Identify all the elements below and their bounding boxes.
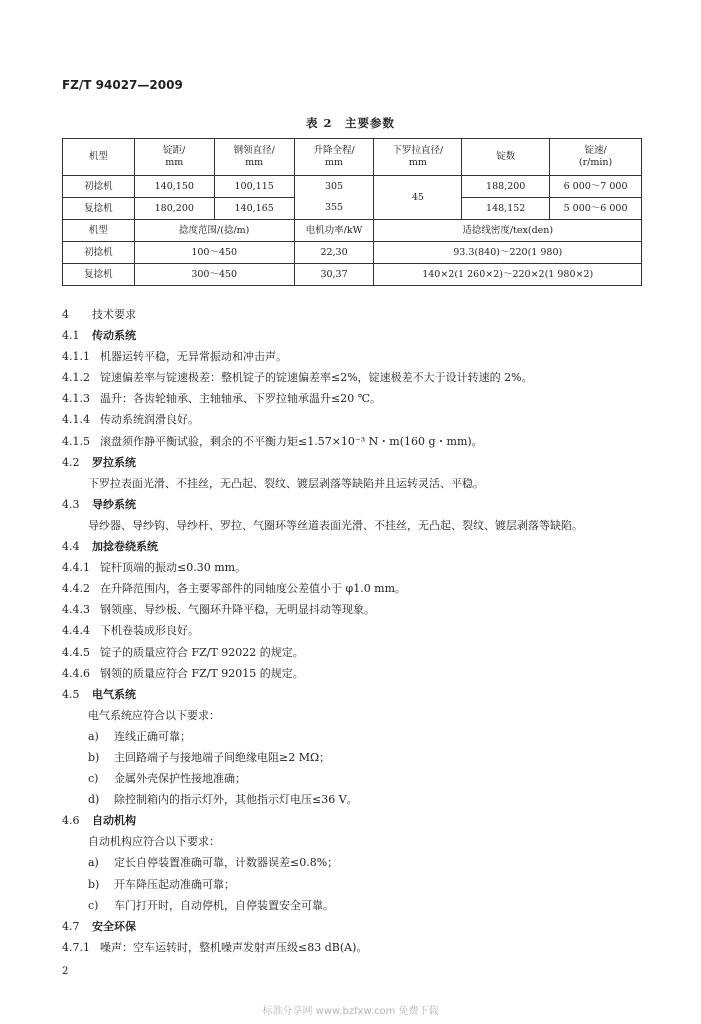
clause-text: 导纱系统 — [92, 497, 136, 511]
table-row — [63, 176, 642, 198]
list-item — [62, 874, 652, 895]
clause-text: 锭子的质量应符合 FZ/T 92022 的规定。 — [100, 645, 304, 659]
clause-text: 传动系统润滑良好。 — [100, 413, 199, 427]
table-cell: 30,37 — [294, 264, 374, 286]
clause-text: 开车降压起动准确可靠； — [114, 877, 235, 891]
clause-number: 4.3 — [62, 497, 80, 511]
clause-text: 机器运转平稳，无异常振动和冲击声。 — [100, 350, 287, 364]
section-heading — [62, 684, 652, 705]
clause-line — [62, 937, 652, 958]
clause-line — [62, 663, 652, 684]
table-cell: 复捻机 — [63, 198, 135, 220]
clause-number: b) — [88, 877, 100, 891]
clause-text: 加捻卷绕系统 — [92, 540, 158, 554]
table-cell: 140×2(1 260×2)～220×2(1 980×2) — [374, 264, 642, 286]
table-row — [63, 198, 642, 220]
header-cell: 机型 — [63, 220, 135, 242]
header-cell: 锭数 — [462, 139, 550, 176]
clause-text: 锭杆顶端的振动≤0.30 mm。 — [100, 561, 247, 575]
list-item — [62, 789, 652, 810]
clause-number: 4.7 — [62, 919, 80, 933]
clause-text: 滚盘须作静平衡试验，剩余的不平衡力矩≤1.57×10⁻³ N・m(160 g・mm)。 — [100, 434, 483, 448]
section-heading — [62, 916, 652, 937]
table-cell: 300～450 — [134, 264, 294, 286]
clause-number: 4.4.5 — [62, 645, 90, 659]
clause-number: 4.4 — [62, 540, 80, 554]
clause-line — [62, 409, 652, 430]
standard-code: FZ/T 94027—2009 — [62, 78, 183, 92]
clause-number: 4.1.4 — [62, 413, 90, 427]
clause-number: 4.7.1 — [62, 940, 90, 954]
clause-number: c) — [88, 772, 99, 786]
table-cell: 148,152 — [462, 198, 550, 220]
clause-text: 在升降范围内，各主要零部件的同轴度公差值小于 φ1.0 mm。 — [100, 582, 407, 596]
clause-number: 4.2 — [62, 455, 80, 469]
clause-text: 锭速偏差率与锭速极差：整机锭子的锭速偏差率≤2%，锭速极差不大于设计转速的 2%。 — [100, 371, 533, 385]
list-item — [62, 768, 652, 789]
clause-text: 自动机构 — [92, 814, 136, 828]
clause-number: 4 — [62, 308, 69, 321]
clause-number: a) — [88, 856, 99, 870]
table-cell: 100,115 — [214, 176, 294, 198]
header-cell: 锭距/ mm — [134, 139, 214, 176]
list-item — [62, 726, 652, 747]
clause-text: 导纱器、导纱钩、导纱杆、罗拉、气圈环等丝道表面光滑、不挂丝，无凸起、裂纹、镀层剥落等缺陷。 — [88, 518, 583, 532]
clause-number: 4.4.6 — [62, 666, 90, 680]
clause-number: 4.4.4 — [62, 624, 90, 638]
clause-text: 自动机构应符合以下要求： — [88, 835, 220, 849]
list-item — [62, 895, 652, 916]
clause-line — [62, 431, 652, 452]
table-cell: 188,200 — [462, 176, 550, 198]
clause-text: 下机卷装成形良好。 — [100, 624, 199, 638]
header-cell: 适捻线密度/tex(den) — [374, 220, 642, 242]
clause-line — [62, 705, 652, 726]
clause-number: d) — [88, 793, 100, 807]
clause-number: 4.1.3 — [62, 392, 90, 406]
clause-number: 4.6 — [62, 814, 80, 828]
clause-line — [62, 515, 652, 536]
table-caption: 表 2 主要参数 — [305, 116, 395, 130]
clause-number: 4.1 — [62, 329, 80, 343]
clause-text: 连线正确可靠； — [114, 729, 191, 743]
requirements-text — [62, 304, 652, 958]
table-cell: 100～450 — [134, 242, 294, 264]
clause-text: 钢领的质量应符合 FZ/T 92015 的规定。 — [100, 666, 304, 680]
clause-text: 下罗拉表面光滑、不挂丝，无凸起、裂纹、镀层剥落等缺陷并且运转灵活、平稳。 — [88, 476, 484, 490]
table-cell-merged: 45 — [374, 176, 462, 220]
clause-number: b) — [88, 750, 100, 764]
clause-text: 主回路端子与接地端子间绝缘电阻≥2 MΩ； — [114, 750, 331, 764]
clause-line — [62, 831, 652, 852]
clause-text: 传动系统 — [92, 329, 136, 343]
clause-text: 电气系统 — [92, 687, 136, 701]
clause-number: 4.1.1 — [62, 350, 90, 364]
clause-line — [62, 578, 652, 599]
list-item — [62, 747, 652, 768]
clause-text: 钢领座、导纱板、气圈环升降平稳，无明显抖动等现象。 — [100, 603, 375, 617]
list-item — [62, 852, 652, 873]
table-cell: 复捻机 — [63, 264, 135, 286]
header-cell: 锭速/ (r/min) — [550, 139, 642, 176]
clause-text: 噪声：空车运转时，整机噪声发射声压级≤83 dB(A)。 — [100, 940, 368, 954]
clause-line — [62, 642, 652, 663]
clause-line — [62, 346, 652, 367]
clause-number: 4.1.5 — [62, 434, 90, 448]
section-heading — [62, 494, 652, 515]
clause-number: 4.4.1 — [62, 561, 90, 575]
clause-number: c) — [88, 898, 99, 912]
table-cell: 180,200 — [134, 198, 214, 220]
clause-number: 4.1.2 — [62, 371, 90, 385]
table-cell: 5 000～6 000 — [550, 198, 642, 220]
table-cell: 初捻机 — [63, 242, 135, 264]
header-cell: 升降全程/ mm — [294, 139, 374, 176]
header-cell: 钢领直径/ mm — [214, 139, 294, 176]
clause-text: 温升：各齿轮轴承、主轴轴承、下罗拉轴承温升≤20 ℃。 — [100, 392, 382, 406]
table-cell: 140,150 — [134, 176, 214, 198]
clause-line — [62, 620, 652, 641]
footer-watermark: 标准分享网 www.bzfxw.com 免费下载 — [262, 1006, 439, 1017]
clause-text: 技术要求 — [92, 308, 136, 321]
clause-number: a) — [88, 729, 99, 743]
clause-text: 除控制箱内的指示灯外，其他指示灯电压≤36 V。 — [114, 793, 358, 807]
clause-text: 罗拉系统 — [92, 455, 136, 469]
section-heading — [62, 304, 652, 325]
table-row — [63, 242, 642, 264]
table-cell: 355 — [294, 198, 374, 220]
section-heading — [62, 810, 652, 831]
table-row — [63, 264, 642, 286]
header-cell: 机型 — [63, 139, 135, 176]
main-parameters-table — [62, 138, 642, 286]
header-cell: 电机功率/kW — [294, 220, 374, 242]
clause-line — [62, 473, 652, 494]
table-cell: 初捻机 — [63, 176, 135, 198]
clause-text: 定长自停装置准确可靠，计数器误差≤0.8%； — [114, 856, 339, 870]
section-heading — [62, 325, 652, 346]
table-cell: 22,30 — [294, 242, 374, 264]
table-cell: 6 000～7 000 — [550, 176, 642, 198]
clause-line — [62, 388, 652, 409]
header-cell: 捻度范围/(捻/m) — [134, 220, 294, 242]
header-cell: 下罗拉直径/ mm — [374, 139, 462, 176]
clause-text: 金属外壳保护性接地准确； — [114, 772, 246, 786]
table-cell: 93.3(840)～220(1 980) — [374, 242, 642, 264]
table-cell: 140,165 — [214, 198, 294, 220]
clause-line — [62, 367, 652, 388]
clause-number: 4.5 — [62, 687, 80, 701]
clause-line — [62, 557, 652, 578]
section-heading — [62, 536, 652, 557]
table-cell: 305 — [294, 176, 374, 198]
clause-text: 车门打开时，自动停机，自停装置安全可靠。 — [114, 898, 334, 912]
clause-number: 4.4.3 — [62, 603, 90, 617]
table-header-row — [63, 220, 642, 242]
section-heading — [62, 452, 652, 473]
page-number: 2 — [62, 966, 69, 977]
clause-text: 安全环保 — [92, 919, 136, 933]
clause-text: 电气系统应符合以下要求： — [88, 708, 220, 722]
table-header-row — [63, 139, 642, 176]
clause-number: 4.4.2 — [62, 582, 90, 596]
clause-line — [62, 599, 652, 620]
